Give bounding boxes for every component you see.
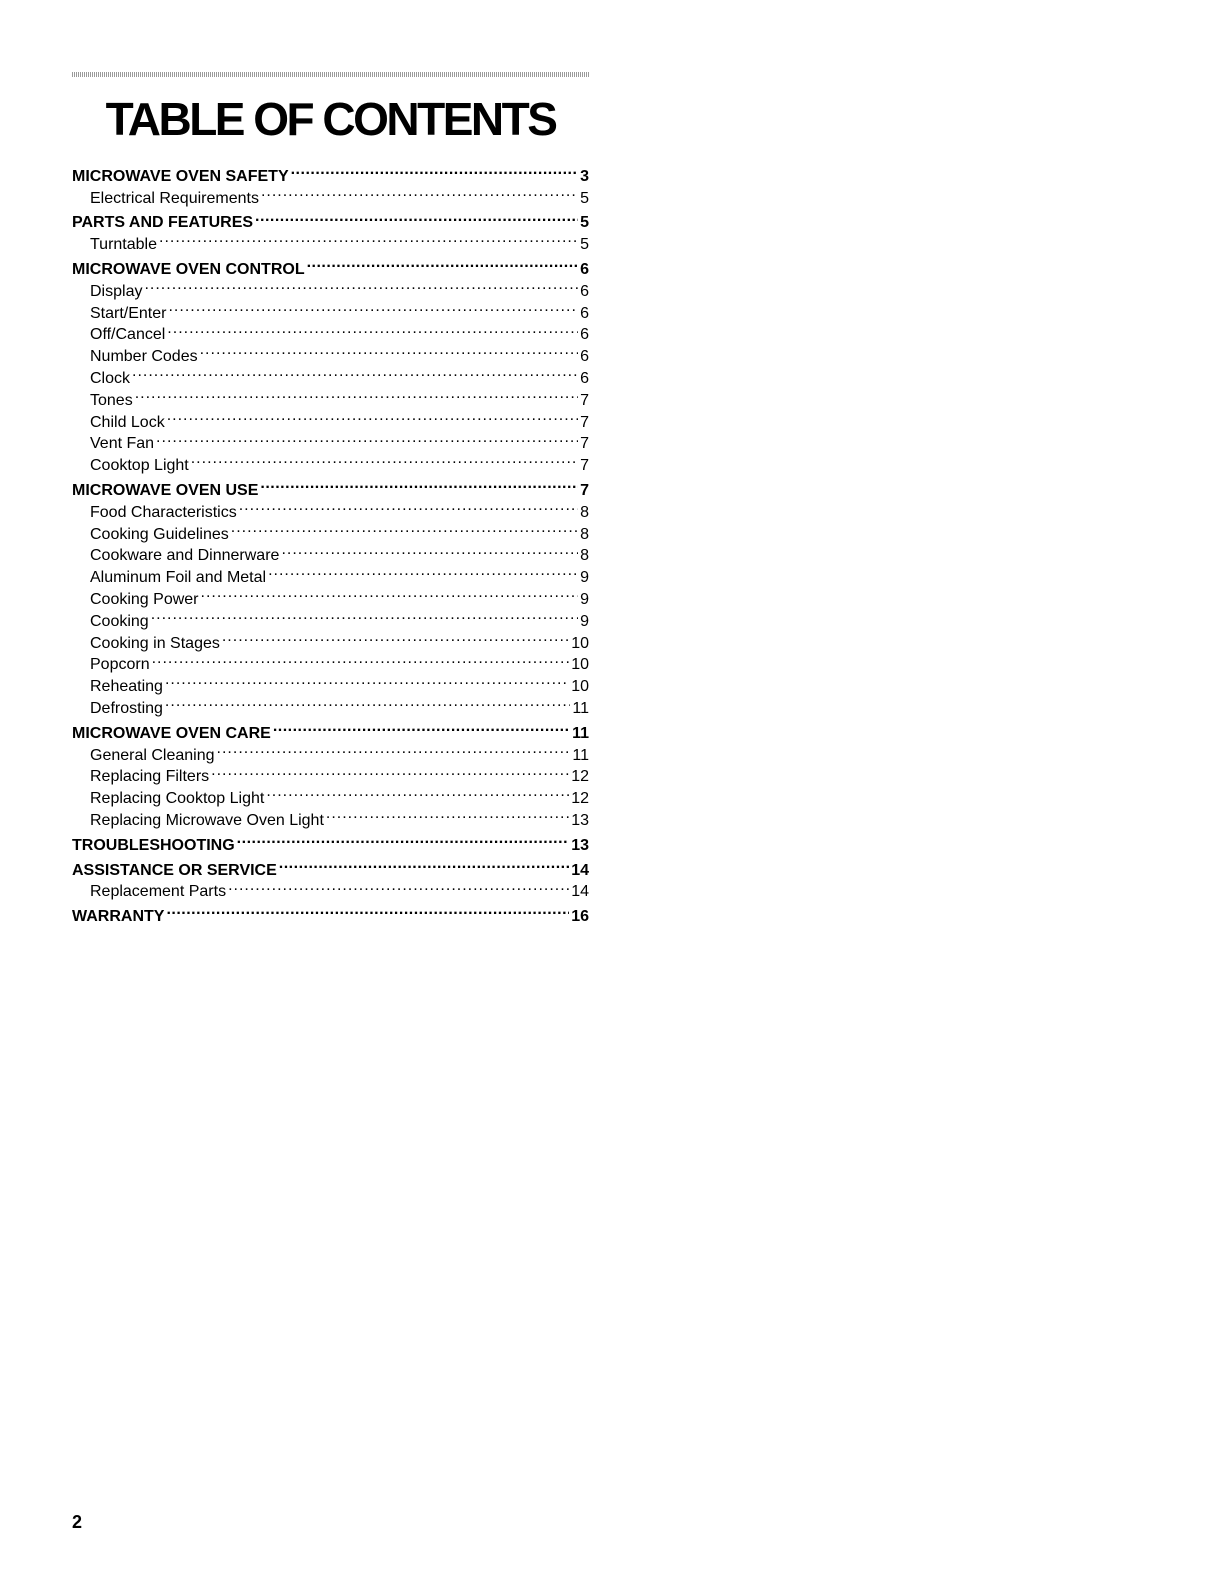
dot-leader — [291, 159, 578, 181]
dot-leader — [239, 495, 578, 517]
dot-leader — [168, 296, 578, 318]
toc-entry-page: 7 — [580, 481, 589, 499]
toc-entry-label: Child Lock — [90, 413, 165, 431]
toc-entry-label: Replacement Parts — [90, 883, 227, 901]
toc-subentry[interactable] — [72, 383, 589, 409]
dot-leader — [132, 361, 578, 383]
toc-entry-page: 8 — [580, 547, 589, 565]
toc-entry-label: ASSISTANCE OR SERVICE — [72, 861, 277, 879]
toc-subentry[interactable] — [72, 274, 589, 300]
toc-entry-page: 14 — [571, 861, 589, 879]
dot-leader — [255, 206, 578, 228]
toc-entry-label: Cooking Guidelines — [90, 525, 229, 543]
dot-leader — [231, 517, 578, 539]
dot-leader — [307, 252, 579, 274]
toc-entry-label: MICROWAVE OVEN CONTROL — [72, 260, 305, 278]
toc-entry-label: MICROWAVE OVEN SAFETY — [72, 167, 289, 185]
dot-leader — [156, 427, 578, 449]
toc-entry-page: 13 — [571, 836, 589, 854]
toc-entry-page: 9 — [580, 569, 589, 587]
page-title: TABLE OF CONTENTS — [105, 93, 556, 145]
toc-entry-page: 6 — [580, 369, 589, 387]
toc-entry-page: 13 — [571, 811, 589, 829]
dot-leader — [165, 691, 570, 713]
toc-section-entry[interactable] — [72, 159, 589, 185]
toc-entry-page: 9 — [580, 590, 589, 608]
header-rule — [72, 72, 589, 77]
dot-leader — [167, 405, 578, 427]
toc-entry-page: 5 — [580, 214, 589, 232]
toc-entry-label: Reheating — [90, 678, 163, 696]
dot-leader — [167, 318, 578, 340]
toc-entry-page: 7 — [580, 391, 589, 409]
toc-entry-label: Aluminum Foil and Metal — [90, 569, 267, 587]
dot-leader — [151, 604, 578, 626]
toc-entry-label: Off/Cancel — [90, 326, 166, 344]
toc-subentry[interactable] — [72, 626, 589, 652]
toc-entry-page: 16 — [571, 908, 589, 926]
toc-entry-page: 5 — [580, 236, 589, 254]
toc-entry-page: 11 — [572, 746, 589, 764]
dot-leader — [166, 899, 569, 921]
toc-entry-page: 3 — [580, 167, 589, 185]
toc-entry-page: 6 — [580, 348, 589, 366]
toc-entry-label: Replacing Cooktop Light — [90, 790, 265, 808]
toc-entry-label: Turntable — [90, 236, 157, 254]
dot-leader — [152, 648, 570, 670]
toc-subentry[interactable] — [72, 361, 589, 387]
dot-leader — [266, 781, 569, 803]
toc-entry-page: 10 — [571, 634, 589, 652]
toc-entry-label: Popcorn — [90, 656, 150, 674]
dot-leader — [135, 383, 578, 405]
dot-leader — [201, 582, 579, 604]
dot-leader — [191, 448, 578, 470]
toc-subentry[interactable] — [72, 405, 589, 431]
toc-entry-page: 8 — [580, 503, 589, 521]
toc-entry-page: 6 — [580, 304, 589, 322]
toc-entry-label: Replacing Microwave Oven Light — [90, 811, 324, 829]
dot-leader — [273, 716, 570, 738]
toc-entry-page: 12 — [571, 790, 589, 808]
toc-entry-label: General Cleaning — [90, 746, 215, 764]
page-number: 2 — [72, 1512, 83, 1532]
toc-entry-label: Cooking Power — [90, 590, 199, 608]
toc-entry-page: 10 — [571, 656, 589, 674]
dot-leader — [200, 339, 578, 361]
toc-entry-label: Cooking in Stages — [90, 634, 220, 652]
dot-leader — [281, 539, 578, 561]
toc-entry-page: 11 — [572, 724, 589, 742]
toc-entry-page: 12 — [571, 768, 589, 786]
toc-entry-page: 6 — [580, 282, 589, 300]
dot-leader — [326, 803, 569, 825]
toc-entry-label: Food Characteristics — [90, 503, 237, 521]
dot-leader — [211, 760, 569, 782]
table-of-contents — [72, 72, 589, 926]
toc-entry-page: 7 — [580, 413, 589, 431]
toc-entry-page: 7 — [580, 435, 589, 453]
toc-entry-page: 5 — [580, 189, 589, 207]
toc-entry-label: Replacing Filters — [90, 768, 210, 786]
toc-entry-label: PARTS AND FEATURES — [72, 214, 254, 232]
toc-entry-page: 14 — [571, 883, 589, 901]
toc-entry-label: Display — [90, 282, 143, 300]
toc-entry-page: 8 — [580, 525, 589, 543]
toc-entry-page: 10 — [571, 678, 589, 696]
toc-entry-page: 9 — [580, 612, 589, 630]
toc-entry-label: Defrosting — [90, 699, 163, 717]
toc-entry-label: WARRANTY — [72, 908, 165, 926]
dot-leader — [217, 738, 571, 760]
toc-entry-page: 11 — [572, 699, 589, 717]
dot-leader — [228, 875, 569, 897]
dot-leader — [159, 227, 578, 249]
toc-entry-label: Start/Enter — [90, 304, 167, 322]
toc-entry-label: Number Codes — [90, 348, 198, 366]
toc-entry-label: Vent Fan — [90, 435, 155, 453]
toc-entry-label: TROUBLESHOOTING — [72, 836, 235, 854]
toc-entry-page: 6 — [580, 260, 589, 278]
dot-leader — [279, 853, 569, 875]
dot-leader — [261, 181, 578, 203]
toc-entry-label: Electrical Requirements — [90, 189, 259, 207]
toc-entry-label: Cooking — [90, 612, 149, 630]
dot-leader — [144, 274, 578, 296]
toc-entry-label: Tones — [90, 391, 133, 409]
dot-leader — [268, 560, 578, 582]
toc-entry-label: Clock — [90, 369, 131, 387]
toc-entry-page: 6 — [580, 326, 589, 344]
toc-entry-label: MICROWAVE OVEN CARE — [72, 724, 271, 742]
toc-entry-label: Cookware and Dinnerware — [90, 547, 280, 565]
dot-leader — [165, 669, 569, 691]
dot-leader — [237, 828, 570, 850]
toc-entry-page: 7 — [580, 457, 589, 475]
toc-entry-label: Cooktop Light — [90, 457, 189, 475]
toc-subentry[interactable] — [72, 296, 589, 322]
dot-leader — [260, 473, 578, 495]
toc-list — [72, 159, 589, 926]
toc-entry-label: MICROWAVE OVEN USE — [72, 481, 259, 499]
dot-leader — [222, 626, 569, 648]
